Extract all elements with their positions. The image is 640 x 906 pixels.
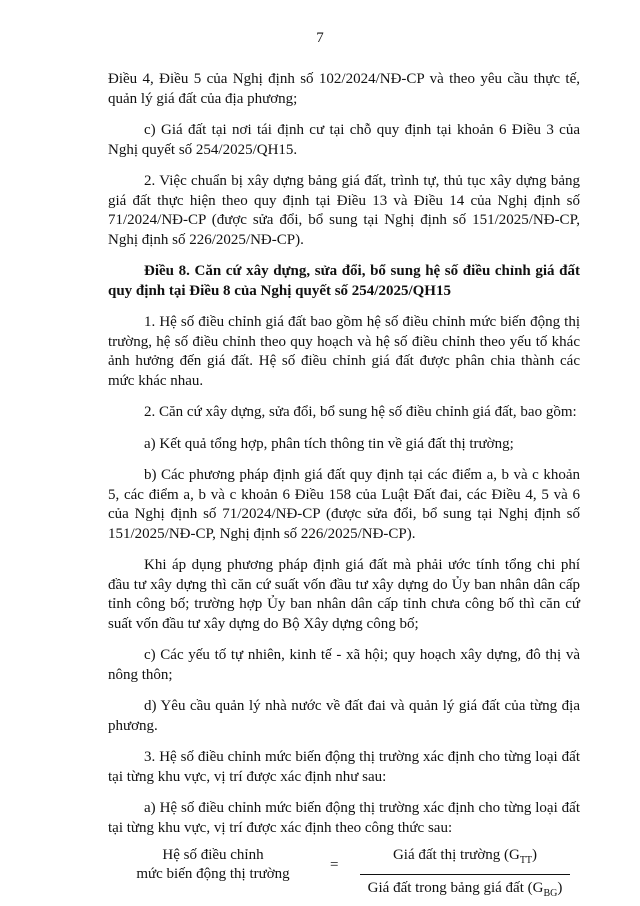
paragraph-item-a-formula-intro: a) Hệ số điều chỉnh mức biến động thị trường xác định cho từng loại đất tại từng khu vực, vị trí được xác định theo công thức sau: (108, 800, 580, 836)
article-8-heading: Điều 8. Căn cứ xây dựng, sửa đổi, bổ sung hệ số điều chỉnh giá đất quy định tại Điều 8 của Nghị quyết số 254/2025/QH15 (108, 263, 580, 299)
paragraph-item-c-factors: c) Các yếu tố tự nhiên, kinh tế - xã hội; quy hoạch xây dựng, đô thị và nông thôn; (108, 647, 580, 683)
formula-fraction (360, 846, 570, 903)
formula-left-side (108, 846, 318, 884)
paragraph-item-c-resettlement: c) Giá đất tại nơi tái định cư tại chỗ quy định tại khoản 6 Điều 3 của Nghị quyết số 254/2025/QH15. (108, 122, 580, 158)
paragraph-item-b-methods: b) Các phương pháp định giá đất quy định tại các điểm a, b và c khoản 5, các điểm a, b và c khoản 6 Điều 158 của Luật Đất đai, các Điều 4, 5 và 6 của Nghị định số 71/2024/NĐ-CP (được sửa đổi, bổ sung tại Nghị định số 151/2025/NĐ-CP, Nghị định số 226/2025/NĐ-CP). (108, 467, 580, 542)
document-body (108, 70, 580, 906)
paragraph-clause-2-preparation: 2. Việc chuẩn bị xây dựng bảng giá đất, trình tự, thủ tục xây dựng bảng giá đất thực hiện theo quy định tại Điều 13 và Điều 14 của Nghị định số 71/2024/NĐ-CP (được sửa đổi, bổ sung tại Nghị định số 151/2025/NĐ-CP, Nghị định số 226/2025/NĐ-CP). (108, 173, 580, 248)
formula-lhs-line2: mức biến động thị trường (136, 866, 290, 882)
paragraph-item-d-management: d) Yêu cầu quản lý nhà nước về đất đai và quản lý giá đất của từng địa phương. (108, 698, 580, 734)
formula-equals-sign: = (330, 857, 339, 873)
formula-numerator-close: ) (532, 847, 538, 863)
paragraph-investment-cost: Khi áp dụng phương pháp định giá đất mà phải ước tính tổng chi phí đầu tư xây dựng thì căn cứ suất vốn đầu tư xây dựng do Ủy ban nhân dân cấp tỉnh công bố; trường hợp Ủy ban nhân dân cấp tỉnh chưa công bố thì căn cứ suất vốn đầu tư xây dựng do Bộ Xây dựng công bố; (108, 557, 580, 632)
formula-numerator (360, 846, 570, 875)
formula-numerator-subscript: TT (519, 855, 533, 866)
paragraph-continuation: Điều 4, Điều 5 của Nghị định số 102/2024/NĐ-CP và theo yêu cầu thực tế, quản lý giá đất của địa phương; (108, 71, 580, 107)
formula-lhs-line1: Hệ số điều chỉnh (162, 847, 264, 863)
paragraph-clause-2-bases: 2. Căn cứ xây dựng, sửa đổi, bổ sung hệ số điều chỉnh giá đất, bao gồm: (144, 404, 577, 420)
formula-denominator-close: ) (557, 879, 563, 896)
coefficient-formula (108, 846, 580, 906)
formula-denominator-subscript: BG (543, 887, 558, 899)
formula-numerator-text: Giá đất thị trường (G (392, 847, 520, 863)
paragraph-clause-3-market: 3. Hệ số điều chỉnh mức biến động thị trường xác định cho từng loại đất tại từng khu vực, vị trí được xác định như sau: (108, 749, 580, 785)
formula-denominator (360, 875, 570, 904)
page-number: 7 (316, 30, 324, 46)
formula-denominator-text: Giá đất trong bảng giá đất (G (367, 879, 544, 896)
paragraph-clause-1-coefficients: 1. Hệ số điều chỉnh giá đất bao gồm hệ số điều chỉnh mức biến động thị trường, hệ số điều chỉnh theo quy hoạch và hệ số điều chỉnh theo yếu tố khác ảnh hưởng đến giá đất. Hệ số điều chỉnh giá đất được phân chia thành các mức khác nhau. (108, 314, 580, 389)
paragraph-item-a-results: a) Kết quả tổng hợp, phân tích thông tin về giá đất thị trường; (144, 435, 514, 452)
